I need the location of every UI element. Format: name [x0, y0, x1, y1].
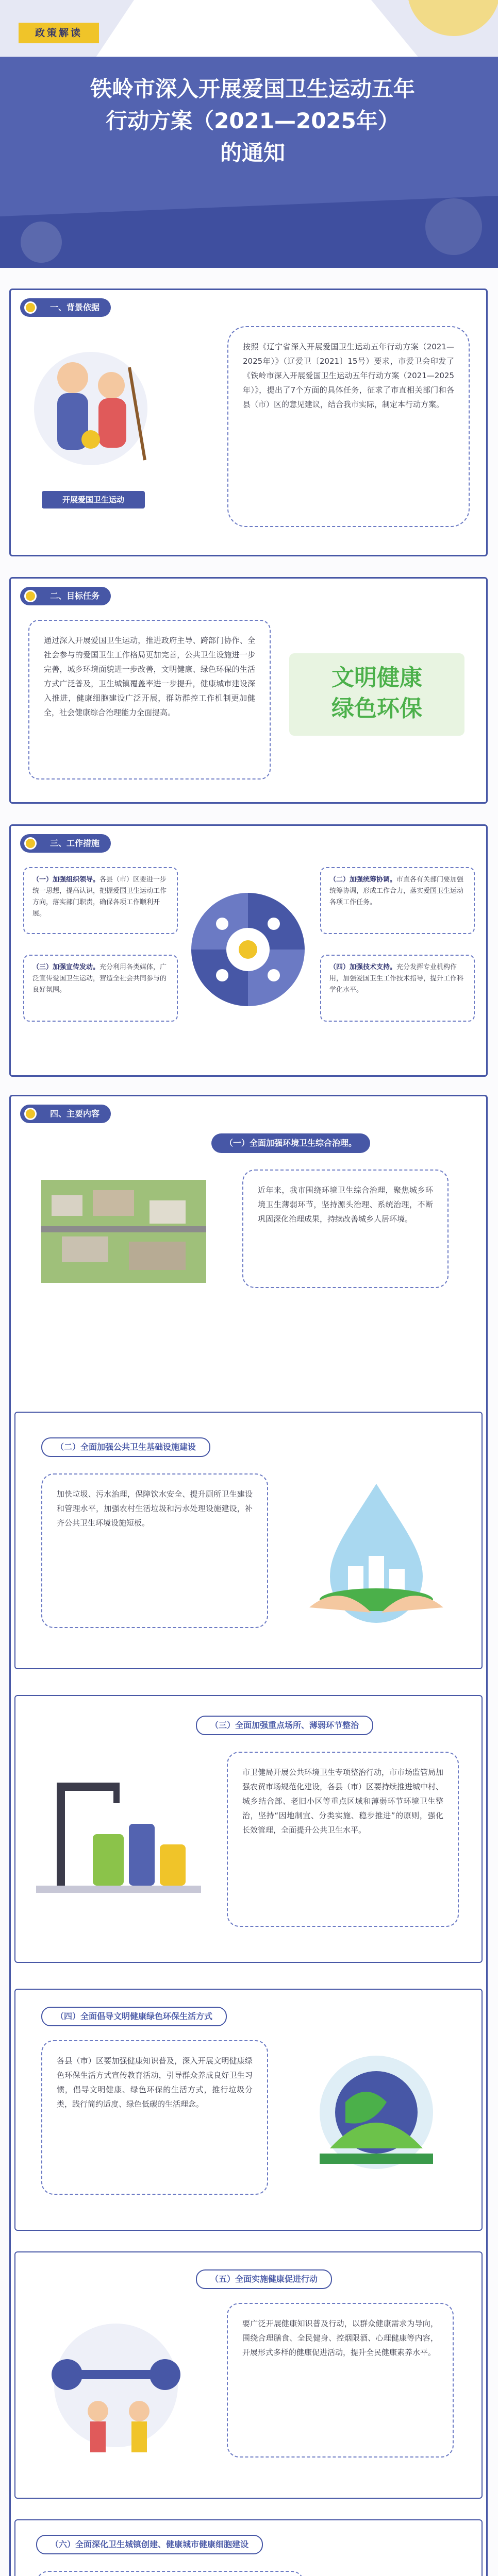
measure-item: （四）加强技术支持。充分发挥专业机构作用，加强爱国卫生工作技术指导，提升工作科学化水平。	[320, 955, 475, 1022]
bullet-icon	[24, 1108, 37, 1120]
measure-item: （二）加强统筹协调。市直各有关部门要加强统筹协调，形成工作合力，落实爱国卫生运动各项工作任务。	[320, 867, 475, 934]
title-line-2: 行动方案（2021—2025年）	[106, 108, 400, 133]
goal-text: 通过深入开展爱国卫生运动，推进政府主导、跨部门协作、全社会参与的爱国卫生工作格局更加完善，公共卫生设施进一步完善，城乡环境面貌进一步改善，文明健康、绿色环保的生活方式广泛普及，卫生城镇覆盖率进一步提升，健康城市建设深入推进，健康细胞建设广泛开展，群防群控工作机制更加健全，社会健康综合治理能力全面提高。	[44, 636, 255, 717]
subsection-text-box	[227, 2303, 454, 2458]
subsection-title: （二）全面加强公共卫生基础设施建设	[41, 1437, 210, 1457]
subsection-text: 近年来，我市围绕环境卫生综合治理，聚焦城乡环境卫生薄弱环节，坚持源头治理、系统治理，不断巩固深化治理成果，持续改善城乡人居环境。	[258, 1185, 433, 1224]
measure-item: （一）加强组织领导。各县（市）区要进一步统一思想，提高认识，把握爱国卫生运动工作方向，落实部门职责，确保各项工作顺利开展。	[23, 867, 178, 934]
subsection-text: 要广泛开展健康知识普及行动，以群众健康需求为导向，围绕合理膳食、全民健身、控烟限酒、心理健康等内容，开展形式多样的健康促进活动，提升全民健康素养水平。	[242, 2319, 438, 2357]
subsection-title: （三）全面加强重点场所、薄弱环节整治	[196, 1716, 373, 1735]
title-line-3: 的通知	[220, 140, 285, 165]
subsection-text: 市卫健局开展公共环境卫生专项整治行动，市市场监管局加强农贸市场规范化建设，各县（市）区要持续推进城中村、城乡结合部、老旧小区等重点区域和薄弱环节环境卫生整治，坚持“因地制宜、分类实施、稳步推进”的原则，强化长效管理，全面提升公共卫生水平。	[242, 1768, 444, 1835]
measures-wheel-diagram	[186, 888, 310, 1011]
illustration-caption: 开展爱国卫生运动	[42, 491, 145, 509]
slogan-image	[289, 653, 464, 736]
water-drop-city-illustration	[299, 1479, 454, 1623]
section-background	[9, 577, 488, 804]
measure-item: （三）加强宣传发动。充分利用各类媒体，广泛宣传爱国卫生运动，营造全社会共同参与的良好氛围。	[23, 955, 178, 1022]
cleaning-tools-illustration	[36, 1762, 201, 1906]
goal-text-box	[28, 620, 271, 779]
fitness-people-illustration	[31, 2308, 201, 2463]
subsection-text-box	[41, 1473, 268, 1628]
subsection-title: （五）全面实施健康促进行动	[196, 2269, 332, 2289]
bullet-icon	[24, 301, 37, 314]
page-title	[62, 73, 443, 169]
subsection-text: 加快垃圾、污水治理，保障饮水安全、提升厕所卫生建设和管理水平，加强农村生活垃圾和污水处理设施建设，补齐公共卫生环境设施短板。	[57, 1489, 253, 1528]
section-heading: 三、工作措施	[20, 834, 111, 853]
section-background	[9, 289, 488, 556]
subsection-text-box	[41, 2040, 268, 2195]
section-background	[9, 824, 488, 1077]
section-heading: 一、背景依据	[20, 298, 111, 317]
slogan-line-1: 文明健康	[331, 665, 422, 691]
subsection-text: 各县（市）区要加强健康知识普及，深入开展文明健康绿色环保生活方式宣传教育活动，引导群众养成良好卫生习惯，倡导文明健康、绿色环保的生活方式，推行垃圾分类，践行简约适度、绿色低碳的生活理念。	[57, 2056, 253, 2109]
bullet-icon	[24, 837, 37, 850]
subsection-title: （四）全面倡导文明健康绿色环保生活方式	[41, 2007, 227, 2026]
subsection-text-box	[242, 1170, 449, 1288]
green-earth-illustration	[299, 2035, 454, 2190]
policy-badge: 政策解读	[19, 23, 99, 43]
section-heading: 二、目标任务	[20, 587, 111, 605]
title-line-1: 铁岭市深入开展爱国卫生运动五年	[90, 76, 415, 101]
section-heading: 四、主要内容	[20, 1105, 111, 1123]
subsection-text-box	[36, 2571, 304, 2576]
subsection-title: （六）全面深化卫生城镇创建、健康城市健康细胞建设	[36, 2535, 263, 2554]
bullet-icon	[24, 590, 37, 602]
slogan-line-2: 绿色环保	[331, 696, 422, 722]
background-text-box	[227, 326, 470, 527]
town-aerial-photo	[41, 1180, 206, 1283]
cleaning-family-illustration	[26, 336, 155, 481]
subsection-title: （一）全面加强环境卫生综合治理。	[211, 1133, 370, 1153]
subsection-text-box	[227, 1752, 459, 1927]
background-text: 按照《辽宁省深入开展爱国卫生运动五年行动方案（2021—2025年）》（辽爱卫〔2021〕15号）要求，市爱卫会印发了《铁岭市深入开展爱国卫生运动五年行动方案（2021—2025年）》，提出了7个方面的具体任务，征求了市直相关部门和各县（市）区的意见建议，结合我市实际，制定本行动方案。	[243, 342, 454, 409]
